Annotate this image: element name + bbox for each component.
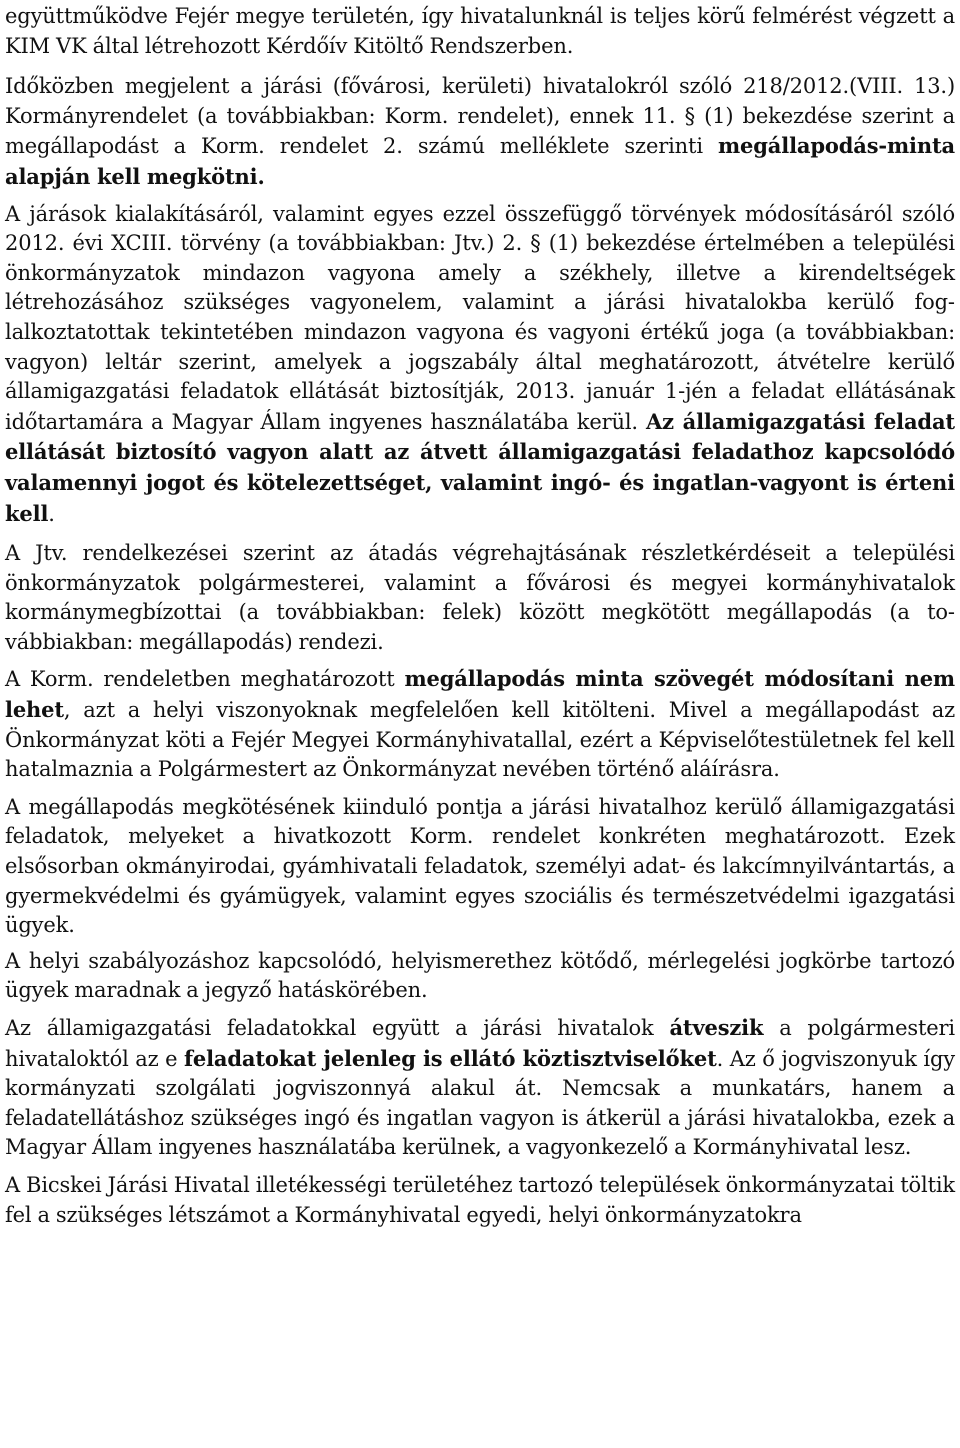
text-run: A Bicskei Járási Hivatal illetékességi területéhez tartozó települések önkormányzatai töltik fel a szükséges létszámot a Kormányhivatal egyedi, helyi önkormányzatokra <box>5 1172 955 1227</box>
paragraph <box>5 539 955 657</box>
text-run: a polgármesteri hivataloktól az e <box>5 1016 955 1071</box>
text-run: együttműködve Fejér megye területén, így hivatalunknál is teljes körű felmérést végzett a KIM VK által létrehozott Kérdőív Kitöltő Rendszerben. <box>5 4 955 58</box>
bold-text-run: Az államigazgatási feladat ellátását biztosító vagyon alatt az átvett államigazgatási feladathoz kapcsolódó valamennyi jogot és kötelezettséget, valamint ingó- és ingatlan-vagyont is érteni kell <box>5 408 955 526</box>
document-page <box>5 2 955 1237</box>
bold-text-run: megállapodás-minta alapján kell megkötni. <box>5 133 955 189</box>
paragraph <box>5 664 955 784</box>
text-run: A járások kialakításáról, valamint egyes ezzel összefüggő törvények módosításáról szóló 2012. évi XCIII. törvény (a továbbiakban: Jtv.) 2. § (1) bekezdése értelmében a települési önkormányzatok mindazon vagyona amely a székhely, illetve a kirendeltségek létrehozásához szükséges vagyonelem, valamint a járási hivatalokba kerülő foglalkoztatottak tekintetében mindazon vagyona és vagyoni értékű joga (a továbbiakban: vagyon) leltár szerint, amelyek a jogszabály által meghatározott, átvételre kerülő államigazgatási feladatok ellátását biztosítják, 2013. január 1-jén a feladat ellátásának időtartamára a Magyar Állam ingyenes használatába kerül. <box>5 201 955 434</box>
text-run: Az államigazgatási feladatokkal együtt a járási hivatalok <box>5 1016 670 1040</box>
paragraph <box>5 1013 955 1163</box>
paragraph <box>5 1171 955 1230</box>
paragraph <box>5 72 955 192</box>
text-run: . Az ő jogviszonyuk így kormányzati szolgálati jogviszonnyá alakul át. Nemcsak a munkatárs, hanem a feladatellátáshoz szükséges ingó és ingatlan vagyon is átkerül a járási hivatalokba, ezek a Magyar Állam ingyenes használatába kerülnek, a vagyonkezelő a Kormányhivatal lesz. <box>5 1046 955 1160</box>
bold-text-run: feladatokat jelenleg is ellátó köztisztviselőket <box>183 1045 717 1071</box>
bold-text-run: megállapodás minta szövegét módosítani nem lehet <box>5 666 956 723</box>
paragraph <box>5 2 955 61</box>
paragraph <box>5 200 955 530</box>
text-run: A Jtv. rendelkezései szerint az átadás végrehajtásának részletkérdéseit a települési önkormányzatok polgármesterei, valamint a fővárosi és megyei kormányhivatalok kormánymegbízottai (a továbbiakban: felek) között megkötött megállapodás (a továbbiakban: megállapodás) rendezi. <box>5 541 955 654</box>
text-run: Időközben megjelent a járási (fővárosi, kerületi) hivatalokról szóló 218/2012.(VIII. 13.) Kormányrendelet (a továbbiakban: Korm. rendelet), ennek 11. § (1) bekezdése szerint a megállapodást a Korm. rendelet 2. számú melléklete szerinti <box>5 74 955 159</box>
bold-text-run: átveszik <box>669 1015 764 1040</box>
paragraph <box>5 947 955 1006</box>
text-run: , azt a helyi viszonyoknak megfelelően kell kitölteni. Mivel a megállapodást az Önkormányzat köti a Fejér Megyei Kormányhivatallal, ezért a Képviselőtestületnek fel kell hatalmaznia a Polgármestert az Önkormányzat nevében történő aláírásra. <box>5 698 955 782</box>
text-run: A helyi szabályozáshoz kapcsolódó, helyismerethez kötődő, mérlegelési jogkörbe tartozó ügyek maradnak a jegyző hatáskörében. <box>5 948 955 1003</box>
paragraph <box>5 793 955 941</box>
text-run: . <box>48 501 55 526</box>
text-run: A Korm. rendeletben meghatározott <box>5 667 405 692</box>
text-run: A megállapodás megkötésének kiinduló pontja a járási hivatalhoz kerülő államigazgatási feladatok, melyeket a hivatkozott Korm. rendelet konkréten meghatározott. Ezek elsősorban okmányirodai, gyámhivatali feladatok, személyi adat- és lakcímnyilvántartás, a gyermekvédelmi és gyámügyek, valamint egyes szociális és természetvédelmi igazgatási ügyek. <box>5 794 955 938</box>
